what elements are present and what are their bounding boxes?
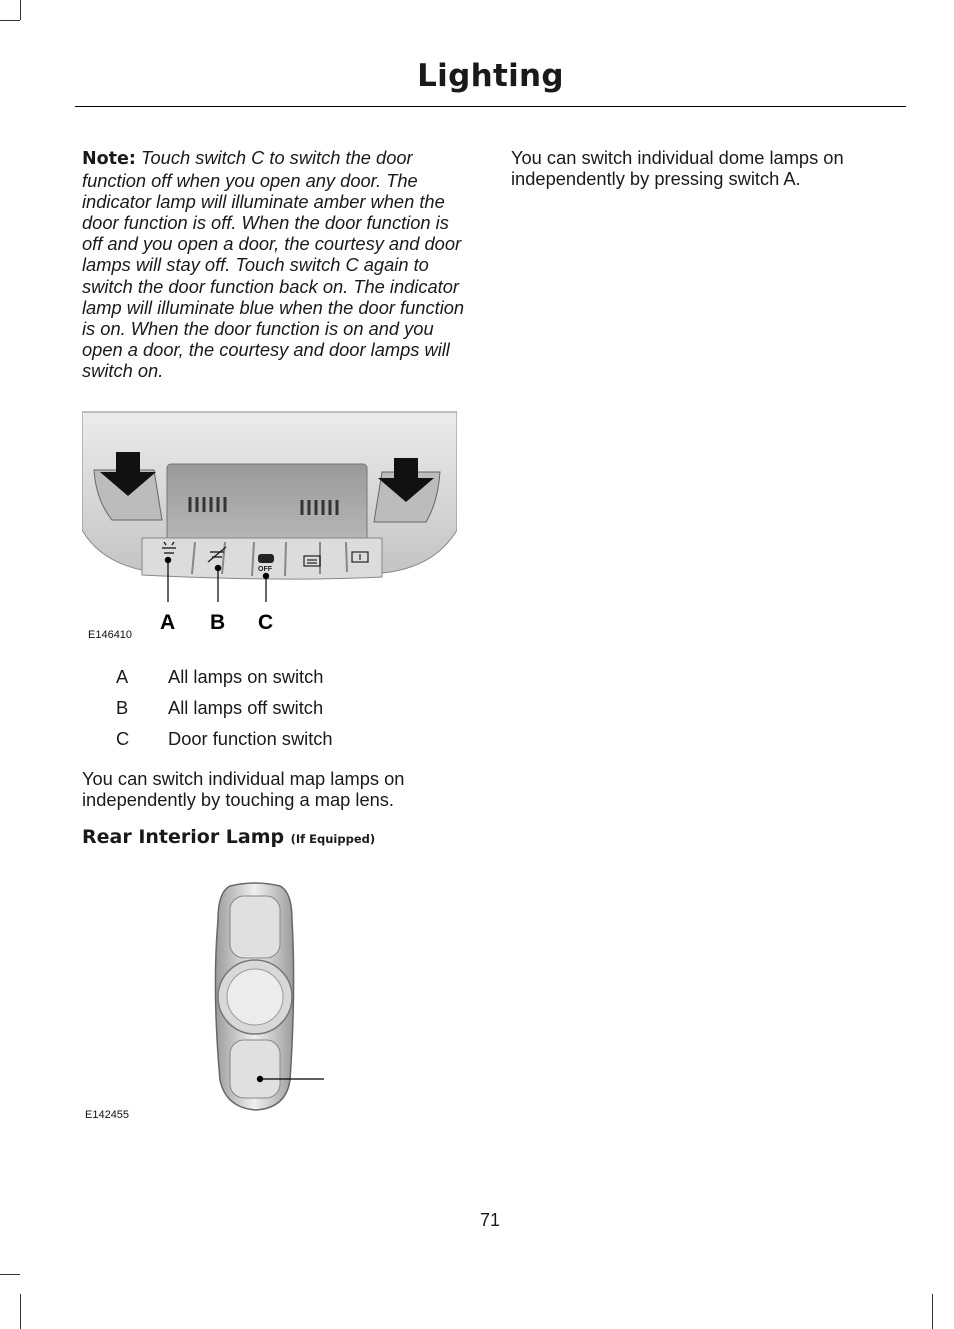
legend-row bbox=[82, 726, 472, 757]
crop-mark bbox=[932, 1294, 933, 1329]
note-paragraph bbox=[82, 147, 472, 381]
rear-interior-lamp-figure bbox=[200, 880, 340, 1115]
legend-value: All lamps off switch bbox=[168, 697, 324, 718]
callout-b: B bbox=[210, 611, 226, 634]
note-text: Touch switch C to switch the door function off when you open any door. The indicator lamp will illuminate amber when the door function is off. When the door function is off and you open a door, the courtesy and door lamps will stay off. Touch switch C again to switch the door function back on. The indicator lamp will illuminate blue when the door function is on. When the door function is on and you open a door, the courtesy and door lamps will switch on. bbox=[82, 147, 465, 381]
section-heading-title: Rear Interior Lamp bbox=[82, 826, 285, 848]
off-label: OFF bbox=[258, 566, 272, 573]
legend-key: B bbox=[116, 697, 129, 718]
map-lamps-paragraph: You can switch individual map lamps on independently by touching a map lens. bbox=[82, 768, 405, 811]
legend-table bbox=[82, 664, 472, 757]
title-rule bbox=[75, 106, 906, 107]
legend-value: Door function switch bbox=[168, 728, 333, 749]
figure-code: E146410 bbox=[88, 629, 133, 641]
legend-row bbox=[82, 695, 472, 726]
crop-mark bbox=[20, 0, 21, 20]
overhead-console-illustration bbox=[82, 410, 457, 645]
page-number: 71 bbox=[479, 1210, 501, 1230]
callout-a: A bbox=[160, 611, 176, 634]
callout-c: C bbox=[258, 611, 274, 634]
right-column bbox=[511, 147, 906, 189]
crop-mark bbox=[20, 1294, 21, 1329]
crop-mark bbox=[0, 20, 20, 21]
door-function-icon bbox=[258, 554, 274, 563]
legend-key: A bbox=[116, 666, 129, 687]
switch-a bbox=[230, 1040, 280, 1098]
figure-code: E142455 bbox=[85, 1109, 130, 1121]
page-title: Lighting bbox=[417, 58, 564, 94]
dome-lamps-paragraph: You can switch individual dome lamps on independently by pressing switch A. bbox=[511, 147, 844, 190]
section-heading-qualifier: (If Equipped) bbox=[290, 832, 376, 846]
crop-mark bbox=[0, 1274, 20, 1275]
overhead-console-figure bbox=[82, 410, 457, 645]
section-heading bbox=[82, 826, 375, 848]
legend-value: All lamps on switch bbox=[168, 666, 324, 687]
rear-lamp-illustration bbox=[200, 880, 340, 1115]
note-label: Note: bbox=[82, 149, 136, 169]
left-column bbox=[82, 147, 472, 381]
legend-key: C bbox=[116, 728, 130, 749]
legend-row bbox=[82, 664, 472, 695]
